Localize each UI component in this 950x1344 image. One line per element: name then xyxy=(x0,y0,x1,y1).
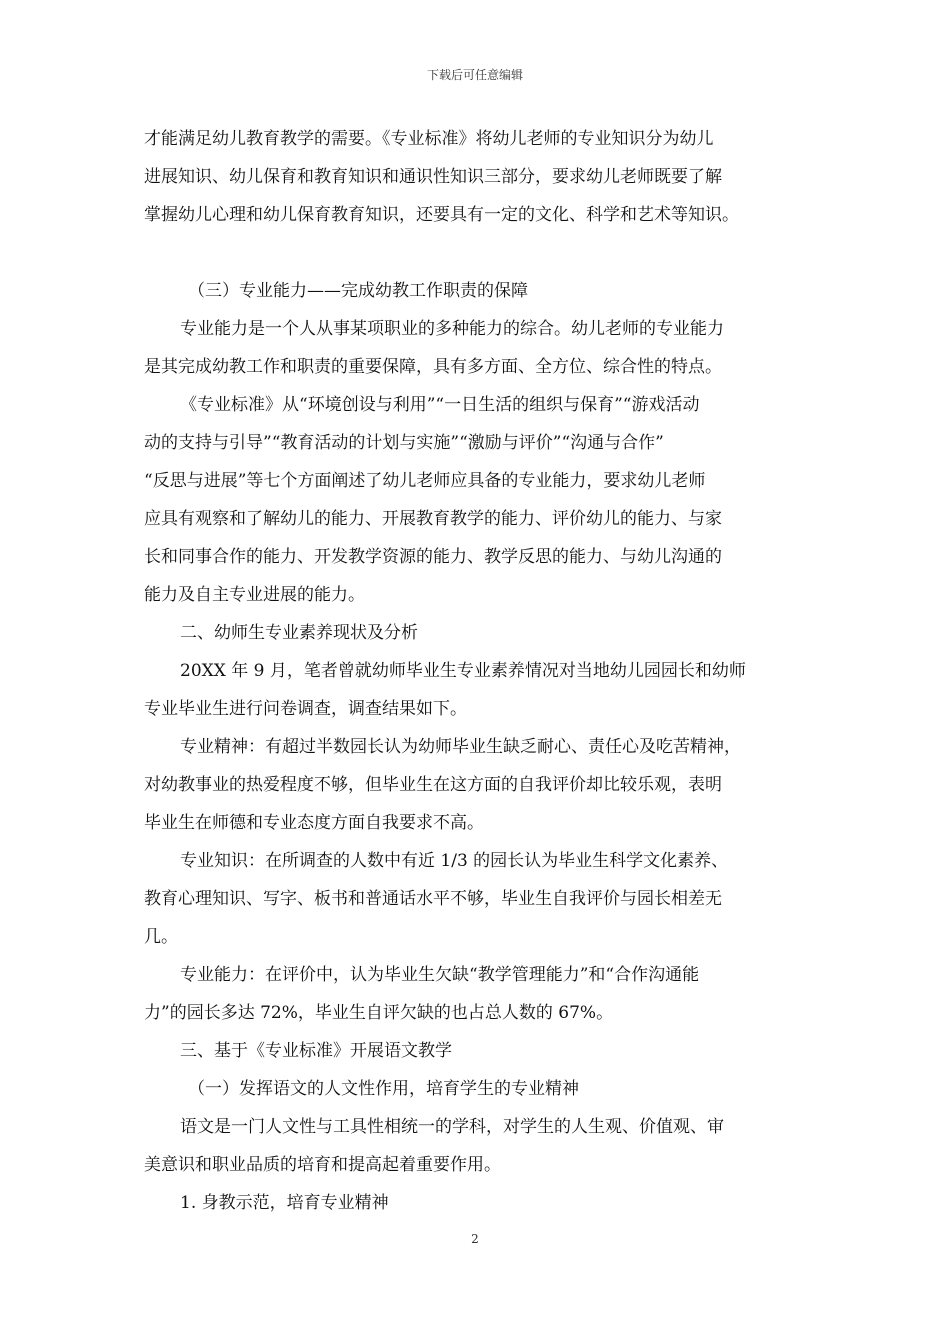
section-heading: 三、基于《专业标准》开展语文教学 xyxy=(180,1041,452,1061)
section-heading: 1. 身教示范，培育专业精神 xyxy=(180,1193,389,1213)
text-line: “反思与进展”等七个方面阐述了幼儿老师应具备的专业能力，要求幼儿老师 xyxy=(144,471,706,491)
section-heading: （一）发挥语文的人文性作用，培育学生的专业精神 xyxy=(188,1079,579,1099)
text-line: 进展知识、幼儿保育和教育知识和通识性知识三部分，要求幼儿老师既要了解 xyxy=(144,167,722,187)
text-line: 专业能力是一个人从事某项职业的多种能力的综合。幼儿老师的专业能力 xyxy=(180,319,724,339)
blank-line xyxy=(144,234,824,272)
text-line: 掌握幼儿心理和幼儿保育教育知识，还要具有一定的文化、科学和艺术等知识。 xyxy=(144,205,739,225)
text-line: 专业精神：有超过半数园长认为幼师毕业生缺乏耐心、责任心及吃苦精神， xyxy=(180,737,741,757)
text-line: 毕业生在师德和专业态度方面自我要求不高。 xyxy=(144,813,484,833)
page-header: 下载后可任意编辑 xyxy=(426,68,523,82)
document-body xyxy=(144,120,824,1222)
text-line: 美意识和职业品质的培育和提高起着重要作用。 xyxy=(144,1155,501,1175)
text-line: 动的支持与引导”“教育活动的计划与实施”“激励与评价”“沟通与合作” xyxy=(144,433,664,453)
text-line: 语文是一门人文性与工具性相统一的学科，对学生的人生观、价值观、审 xyxy=(180,1117,724,1137)
text-line: 几。 xyxy=(144,927,178,947)
text-line: 20XX 年 9 月，笔者曾就幼师毕业生专业素养情况对当地幼儿园园长和幼师 xyxy=(180,661,746,681)
section-heading: 二、幼师生专业素养现状及分析 xyxy=(180,623,418,643)
text-line: 对幼教事业的热爱程度不够，但毕业生在这方面的自我评价却比较乐观，表明 xyxy=(144,775,722,795)
text-line: 力”的园长多达 72%，毕业生自评欠缺的也占总人数的 67%。 xyxy=(144,1003,614,1023)
text-line: 专业知识：在所调查的人数中有近 1/3 的园长认为毕业生科学文化素养、 xyxy=(180,851,729,871)
text-line: 专业毕业生进行问卷调查，调查结果如下。 xyxy=(144,699,467,719)
text-line: 能力及自主专业进展的能力。 xyxy=(144,585,365,605)
text-line: 《专业标准》从“环境创设与利用”“一日生活的组织与保育”“游戏活动 xyxy=(180,395,700,415)
page-number: 2 xyxy=(471,1232,479,1246)
section-heading: （三）专业能力——完成幼教工作职责的保障 xyxy=(188,281,528,301)
text-line: 才能满足幼儿教育教学的需要。《专业标准》将幼儿老师的专业知识分为幼儿 xyxy=(144,129,714,149)
text-line: 教育心理知识、写字、板书和普通话水平不够，毕业生自我评价与园长相差无 xyxy=(144,889,722,909)
text-line: 长和同事合作的能力、开发教学资源的能力、教学反思的能力、与幼儿沟通的 xyxy=(144,547,722,567)
text-line: 专业能力：在评价中，认为毕业生欠缺“教学管理能力”和“合作沟通能 xyxy=(180,965,700,985)
text-line: 应具有观察和了解幼儿的能力、开展教育教学的能力、评价幼儿的能力、与家 xyxy=(144,509,722,529)
text-line: 是其完成幼教工作和职责的重要保障，具有多方面、全方位、综合性的特点。 xyxy=(144,357,722,377)
